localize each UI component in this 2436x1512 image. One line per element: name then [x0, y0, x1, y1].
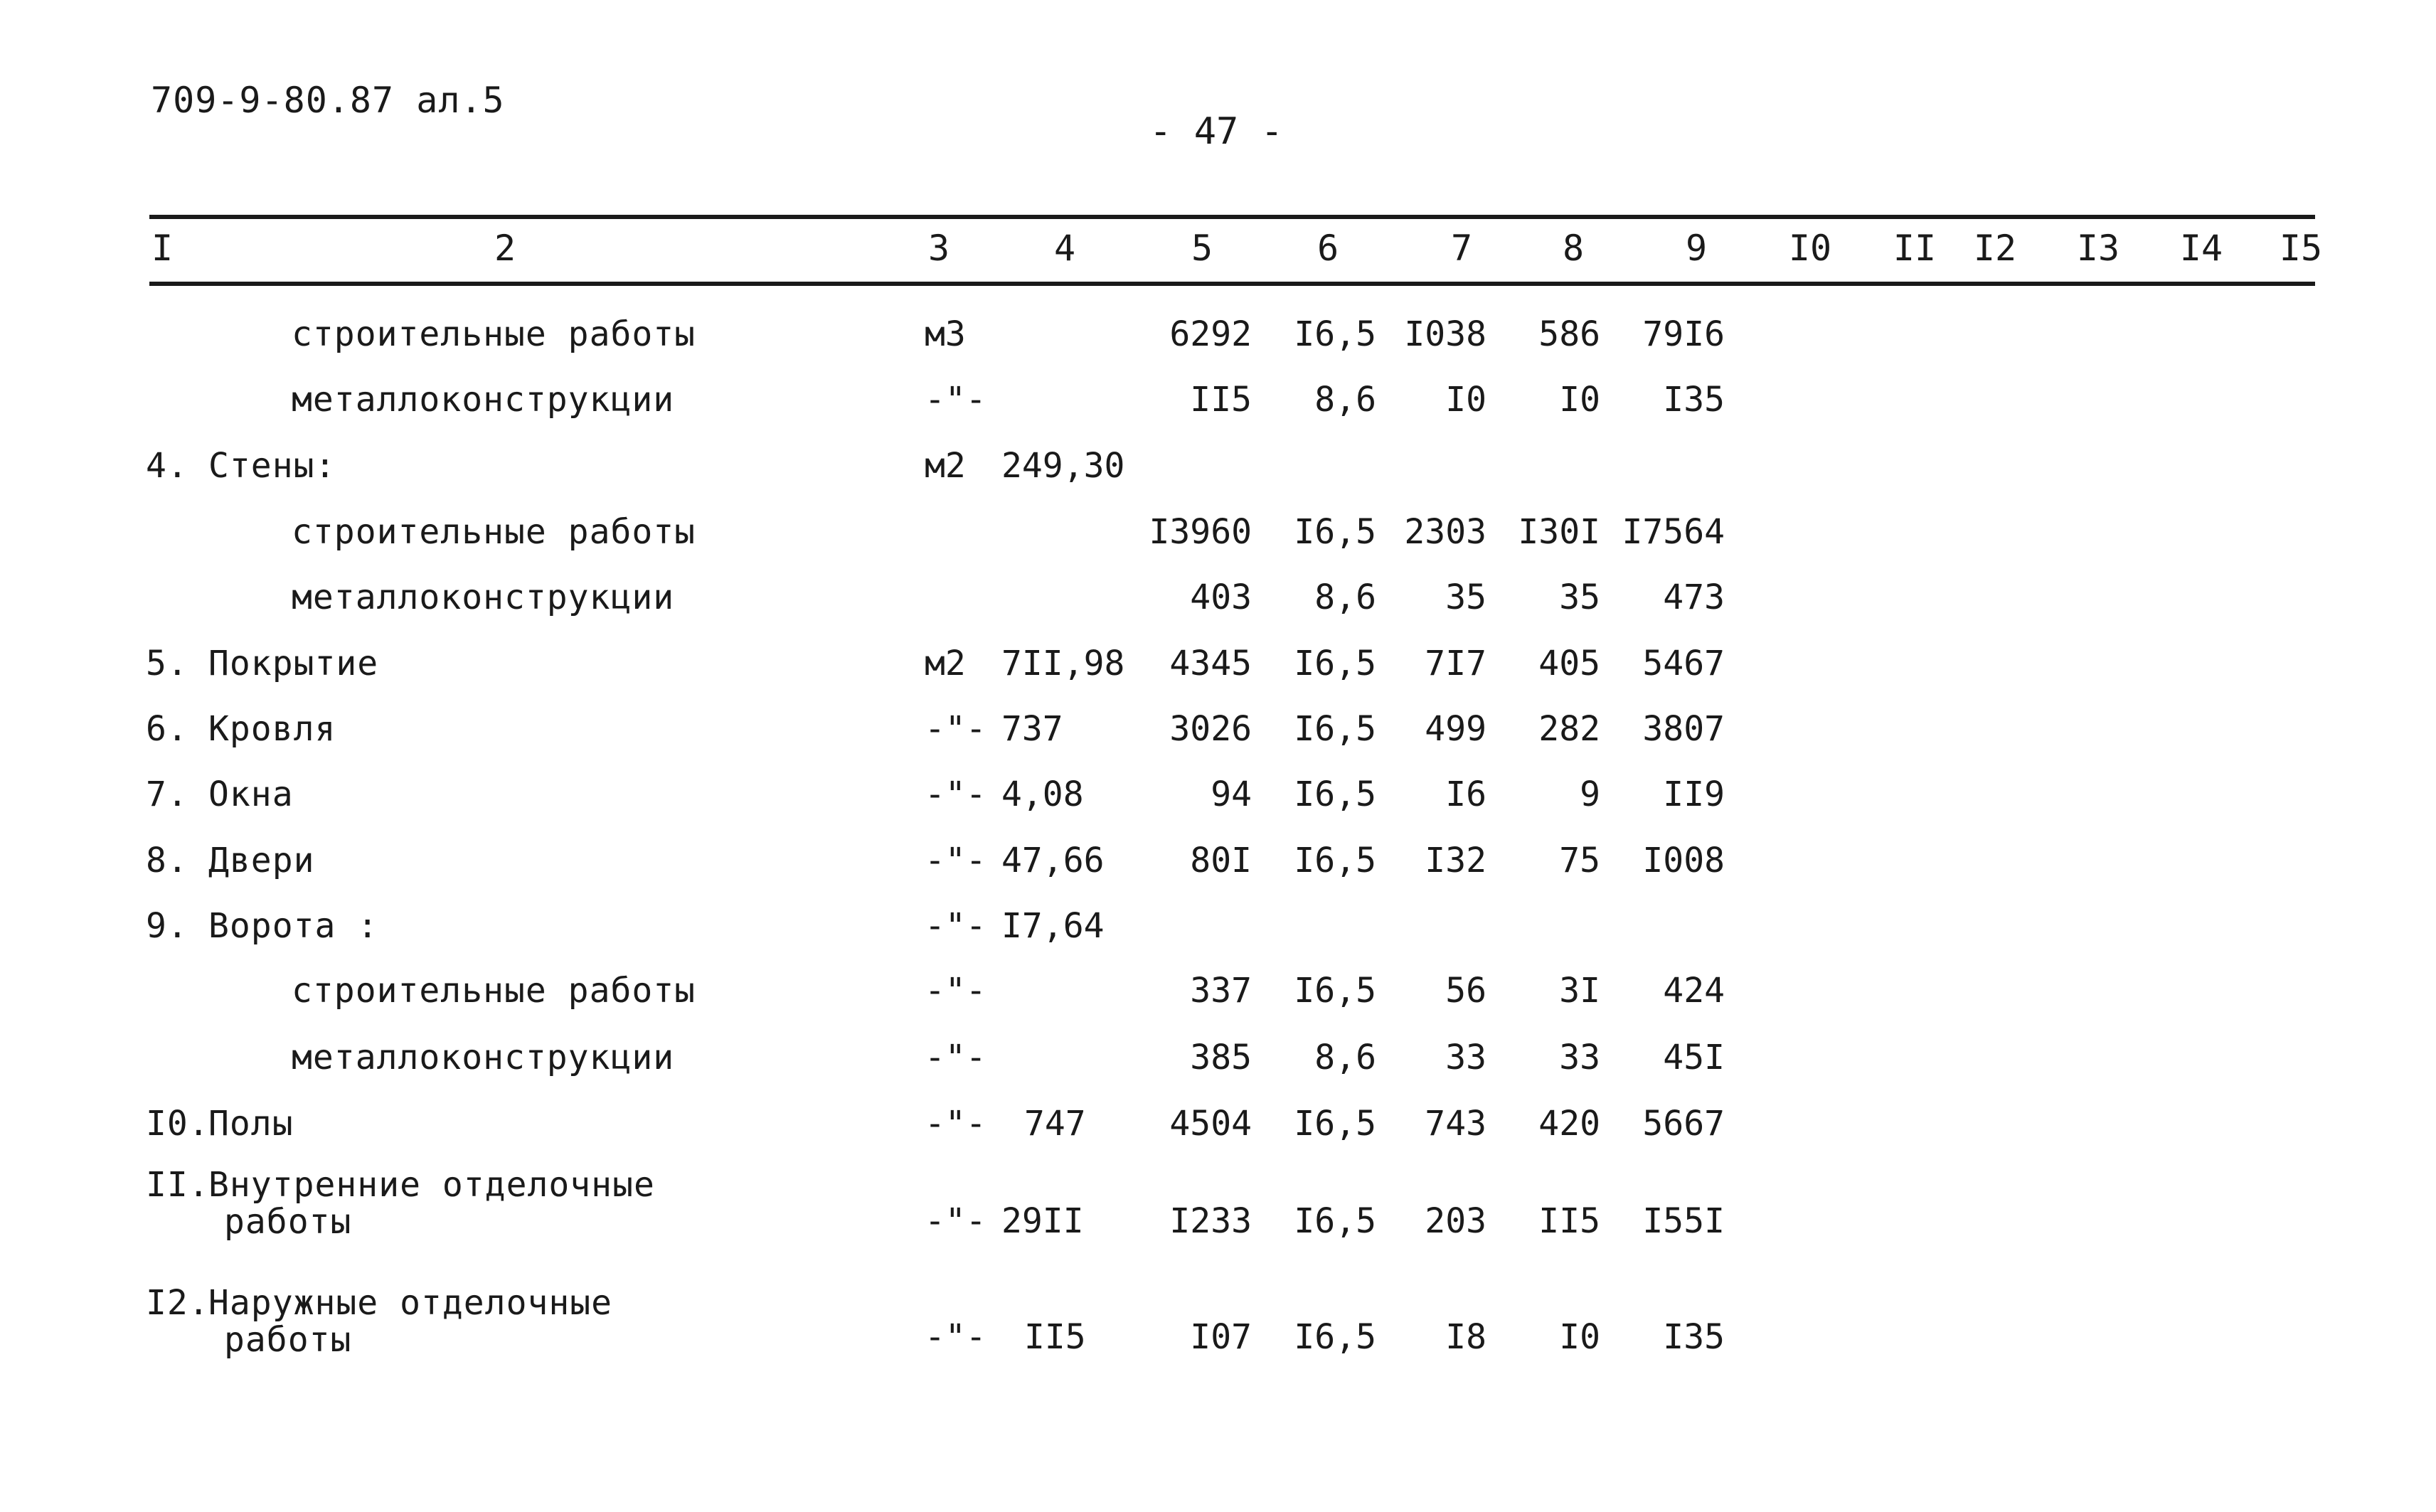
row-1-col7: I038: [1404, 314, 1486, 354]
column-header-14: I4: [2179, 228, 2223, 269]
row-12-unit: -"-: [925, 1038, 986, 1077]
row-15-col5: I07: [1190, 1317, 1252, 1357]
row-6-unit: м2: [925, 644, 966, 683]
row-13-col6: I6,5: [1294, 1104, 1376, 1144]
row-7-col5: 3026: [1169, 709, 1252, 749]
row-3-unit: м2: [925, 446, 966, 486]
row-15-number: I2.: [146, 1283, 210, 1323]
row-9-number: 8.: [146, 841, 188, 880]
row-14-title-continued: работы: [224, 1202, 352, 1242]
row-15-title: Наружные отделочные: [208, 1283, 613, 1323]
row-3-description: [146, 447, 336, 485]
row-5-col6: 8,6: [1314, 577, 1376, 617]
row-9-col5: 80I: [1190, 841, 1252, 880]
row-14-number: II.: [146, 1165, 210, 1205]
row-15-title-continued: работы: [224, 1320, 352, 1360]
row-2-col9: I35: [1663, 380, 1725, 420]
row-14-quantity: 29II: [1001, 1201, 1084, 1241]
row-5-col7: 35: [1445, 577, 1486, 617]
row-1-unit: м3: [925, 314, 966, 354]
row-8-col6: I6,5: [1294, 774, 1376, 814]
column-header-3: 3: [927, 228, 950, 269]
column-header-1: I: [151, 228, 174, 269]
row-14-description: [146, 1166, 786, 1240]
row-11-col8: 3I: [1559, 971, 1600, 1011]
row-6-quantity: 7II,98: [1001, 644, 1125, 683]
document-code: 709-9-80.87 ал.5: [151, 80, 505, 121]
row-8-quantity: 4,08: [1001, 774, 1084, 814]
row-12-col5: 385: [1190, 1038, 1252, 1077]
row-9-col9: I008: [1642, 841, 1725, 880]
row-14-col9: I55I: [1642, 1201, 1725, 1241]
row-13-col7: 743: [1425, 1104, 1486, 1144]
row-10-number: 9.: [146, 906, 188, 946]
column-header-10: I0: [1788, 228, 1832, 269]
table-top-rule: [149, 215, 2315, 219]
row-13-number: I0.: [146, 1104, 210, 1144]
row-14-title: Внутренние отделочные: [208, 1165, 655, 1205]
row-15-unit: -"-: [925, 1317, 986, 1357]
row-14-col5: I233: [1169, 1201, 1252, 1241]
row-4-col6: I6,5: [1294, 512, 1376, 552]
row-15-col8: I0: [1559, 1317, 1600, 1357]
row-14-col7: 203: [1425, 1201, 1486, 1241]
row-13-col8: 420: [1538, 1104, 1600, 1144]
row-2-col8: I0: [1559, 380, 1600, 420]
row-5-col5: 403: [1190, 577, 1252, 617]
column-header-8: 8: [1562, 228, 1585, 269]
row-15-description: [146, 1284, 786, 1358]
row-4-col8: I30I: [1518, 512, 1600, 552]
row-8-col8: 9: [1580, 774, 1600, 814]
row-12-col9: 45I: [1663, 1038, 1725, 1077]
row-7-quantity: 737: [1001, 709, 1063, 749]
row-6-number: 5.: [146, 644, 188, 683]
row-7-unit: -"-: [925, 709, 986, 749]
row-15-col6: I6,5: [1294, 1317, 1376, 1357]
row-6-description: [146, 644, 378, 683]
row-2-col5: II5: [1190, 380, 1252, 420]
row-9-col6: I6,5: [1294, 841, 1376, 880]
row-5-col9: 473: [1663, 577, 1725, 617]
row-3-number: 4.: [146, 446, 188, 486]
column-header-15: I5: [2279, 228, 2323, 269]
row-11-col5: 337: [1190, 971, 1252, 1011]
row-7-col7: 499: [1425, 709, 1486, 749]
row-4-col5: I3960: [1149, 512, 1252, 552]
column-header-7: 7: [1450, 228, 1473, 269]
row-6-col6: I6,5: [1294, 644, 1376, 683]
row-12-col7: 33: [1445, 1038, 1486, 1077]
row-10-description: [146, 907, 378, 945]
row-6-title: Покрытие: [208, 644, 379, 683]
row-3-title: Стены:: [208, 446, 336, 486]
row-1-col5: 6292: [1169, 314, 1252, 354]
column-header-2: 2: [494, 228, 516, 269]
row-13-title: Полы: [208, 1104, 294, 1144]
column-header-11: II: [1893, 228, 1937, 269]
row-5-description: металлоконструкции: [292, 577, 675, 617]
column-header-5: 5: [1191, 228, 1213, 269]
row-1-description: строительные работы: [292, 314, 696, 354]
row-8-unit: -"-: [925, 774, 986, 814]
row-12-description: металлоконструкции: [292, 1038, 675, 1077]
row-11-col7: 56: [1445, 971, 1486, 1011]
row-13-unit: -"-: [925, 1104, 986, 1144]
row-8-title: Окна: [208, 774, 294, 814]
row-11-description: строительные работы: [292, 971, 696, 1011]
row-13-description: [146, 1104, 294, 1143]
row-7-col6: I6,5: [1294, 709, 1376, 749]
row-1-col9: 79I6: [1642, 314, 1725, 354]
row-14-col6: I6,5: [1294, 1201, 1376, 1241]
column-header-4: 4: [1053, 228, 1076, 269]
row-8-description: [146, 775, 294, 814]
row-8-col9: II9: [1663, 774, 1725, 814]
row-10-title: Ворота :: [208, 906, 379, 946]
row-2-col6: 8,6: [1314, 380, 1376, 420]
row-15-col7: I8: [1445, 1317, 1486, 1357]
row-8-number: 7.: [146, 774, 188, 814]
row-7-col9: 3807: [1642, 709, 1725, 749]
table-header-rule: [149, 282, 2315, 286]
row-1-col6: I6,5: [1294, 314, 1376, 354]
row-9-col8: 75: [1559, 841, 1600, 880]
row-4-col7: 2303: [1404, 512, 1486, 552]
row-8-col7: I6: [1445, 774, 1486, 814]
row-12-col8: 33: [1559, 1038, 1600, 1077]
row-2-col7: I0: [1445, 380, 1486, 420]
row-13-quantity: 747: [1024, 1104, 1086, 1144]
row-12-col6: 8,6: [1314, 1038, 1376, 1077]
row-15-quantity: II5: [1024, 1317, 1086, 1357]
row-6-col8: 405: [1538, 644, 1600, 683]
row-5-col8: 35: [1559, 577, 1600, 617]
row-9-quantity: 47,66: [1001, 841, 1105, 880]
row-11-unit: -"-: [925, 971, 986, 1011]
column-header-9: 9: [1685, 228, 1708, 269]
row-9-col7: I32: [1425, 841, 1486, 880]
row-14-unit: -"-: [925, 1201, 986, 1241]
row-13-col5: 4504: [1169, 1104, 1252, 1144]
row-7-title: Кровля: [208, 709, 336, 749]
row-8-col5: 94: [1211, 774, 1252, 814]
row-7-number: 6.: [146, 709, 188, 749]
row-4-col9: I7564: [1622, 512, 1725, 552]
row-1-col8: 586: [1538, 314, 1600, 354]
row-11-col9: 424: [1663, 971, 1725, 1011]
row-7-description: [146, 710, 336, 748]
row-6-col9: 5467: [1642, 644, 1725, 683]
row-14-col8: II5: [1538, 1201, 1600, 1241]
column-header-13: I3: [2076, 228, 2120, 269]
row-3-quantity: 249,30: [1001, 446, 1125, 486]
row-4-description: строительные работы: [292, 512, 696, 552]
row-2-description: металлоконструкции: [292, 380, 675, 420]
row-2-unit: -"-: [925, 380, 986, 420]
row-7-col8: 282: [1538, 709, 1600, 749]
row-13-col9: 5667: [1642, 1104, 1725, 1144]
row-9-unit: -"-: [925, 841, 986, 880]
row-9-description: [146, 841, 315, 880]
row-9-title: Двери: [208, 841, 315, 880]
row-10-quantity: I7,64: [1001, 906, 1105, 946]
row-10-unit: -"-: [925, 906, 986, 946]
row-15-col9: I35: [1663, 1317, 1725, 1357]
row-6-col7: 7I7: [1425, 644, 1486, 683]
row-6-col5: 4345: [1169, 644, 1252, 683]
row-11-col6: I6,5: [1294, 971, 1376, 1011]
column-header-6: 6: [1317, 228, 1339, 269]
column-header-12: I2: [1973, 228, 2017, 269]
page-number: - 47 -: [1149, 110, 1283, 153]
